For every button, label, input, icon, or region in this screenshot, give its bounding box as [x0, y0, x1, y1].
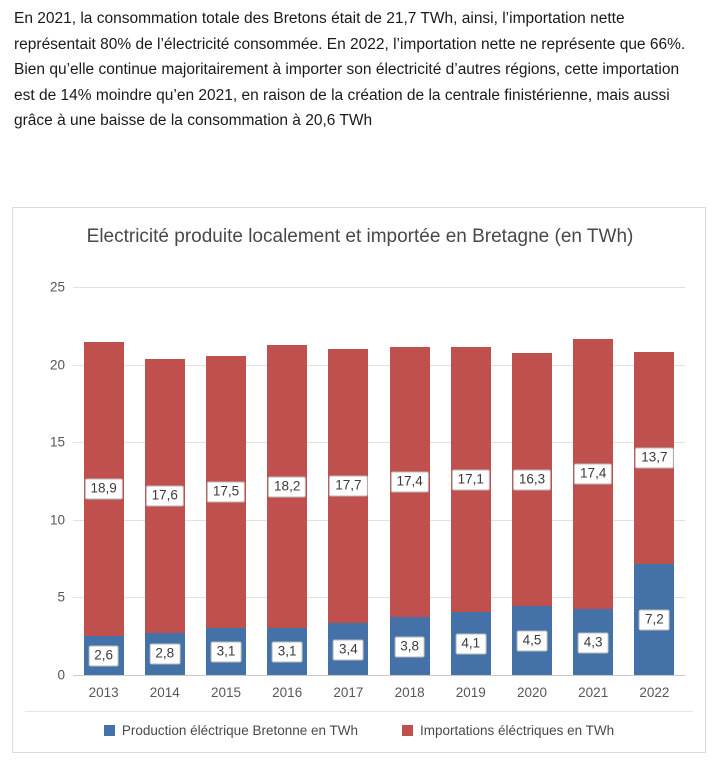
y-axis-tick-label: 25	[49, 279, 65, 295]
bar-value-label-imports: 16,3	[513, 469, 551, 490]
bar-stack[interactable]	[267, 345, 307, 676]
x-axis-tick-label: 2021	[578, 685, 609, 700]
bar-value-label-production: 4,1	[455, 634, 486, 655]
bar-stack[interactable]	[206, 356, 246, 676]
bar-value-label-imports: 17,5	[207, 482, 245, 503]
x-axis-line	[73, 675, 685, 676]
bar-value-label-imports: 17,6	[146, 485, 184, 506]
bar-stack[interactable]	[84, 342, 124, 676]
bar-group[interactable]	[328, 288, 368, 700]
bar-group[interactable]	[84, 288, 124, 700]
x-axis-tick-label: 2013	[88, 685, 119, 700]
bar-group[interactable]	[145, 288, 185, 700]
y-axis-tick-label: 10	[49, 512, 65, 528]
bar-stack[interactable]	[145, 359, 185, 676]
bar-value-label-production: 3,1	[211, 641, 242, 662]
bar-group[interactable]	[390, 288, 430, 700]
x-axis-tick-label: 2017	[333, 685, 364, 700]
x-axis-tick-label: 2018	[394, 685, 425, 700]
x-axis-tick-label: 2022	[639, 685, 670, 700]
legend-label-production: Production éléctrique Bretonne en TWh	[121, 723, 359, 738]
bar-value-label-imports: 18,2	[268, 476, 306, 497]
legend-item-production	[104, 723, 358, 738]
chart-legend	[25, 711, 693, 738]
bar-group[interactable]	[267, 288, 307, 700]
x-axis-tick-label: 2019	[455, 685, 486, 700]
y-axis-tick-label: 20	[49, 357, 65, 373]
bar-value-label-imports: 17,4	[390, 472, 428, 493]
bar-stack[interactable]	[573, 339, 613, 676]
intro-paragraph: En 2021, la consommation totale des Bretons était de 21,7 TWh, ainsi, l’importation nette représentait 80% de l’électricité consommée. En 2022, l’importation nette ne représente que 66%. Bien qu’elle continue majoritairement à importer son électricité d’autres régions, cette importation est de 14% moindre qu’en 2021, en raison de la création de la centrale finistérienne, mais aussi grâce à une baisse de la consommation à 20,6 TWh	[14, 10, 686, 129]
bar-value-label-production: 4,3	[578, 632, 609, 653]
bar-value-label-imports: 17,7	[329, 475, 367, 496]
y-axis-tick-label: 5	[57, 589, 65, 605]
bar-stack[interactable]	[328, 349, 368, 676]
bar-value-label-imports: 17,1	[452, 469, 490, 490]
bar-group[interactable]	[512, 288, 552, 700]
x-axis-tick-label: 2015	[210, 685, 242, 700]
bar-value-label-production: 2,8	[149, 644, 180, 665]
bar-value-label-production: 3,4	[333, 639, 364, 660]
plot-area	[49, 279, 685, 700]
bar-group[interactable]	[451, 288, 491, 700]
chart-card	[12, 207, 706, 753]
bar-group[interactable]	[634, 288, 674, 700]
bar-stack[interactable]	[390, 347, 430, 676]
bar-value-label-production: 7,2	[639, 610, 670, 631]
x-axis-tick-label: 2020	[516, 685, 548, 700]
bar-value-label-production: 2,6	[88, 645, 119, 666]
bar-value-label-imports: 17,4	[574, 464, 612, 485]
bar-group[interactable]	[206, 288, 246, 700]
x-axis-tick-label: 2016	[272, 685, 303, 700]
bar-value-label-production: 3,8	[394, 636, 425, 657]
y-axis-tick-label: 15	[49, 434, 65, 450]
bar-stack[interactable]	[451, 347, 491, 676]
bar-value-label-production: 3,1	[272, 641, 303, 662]
x-axis-tick-label: 2014	[149, 685, 180, 700]
bar-value-label-production: 4,5	[517, 631, 548, 652]
bar-stack[interactable]	[512, 353, 552, 676]
legend-item-imports	[402, 723, 614, 738]
bar-value-label-imports: 13,7	[635, 447, 673, 468]
bar-value-label-imports: 18,9	[84, 478, 122, 499]
y-axis-tick-label: 0	[57, 667, 65, 683]
legend-swatch-imports-icon	[402, 725, 413, 736]
bar-group[interactable]	[573, 288, 613, 700]
legend-swatch-production-icon	[104, 725, 115, 736]
legend-label-imports: Importations éléctriques en TWh	[420, 723, 615, 738]
chart-title: Electricité produite localement et importée en Bretagne (en TWh)	[86, 226, 634, 247]
